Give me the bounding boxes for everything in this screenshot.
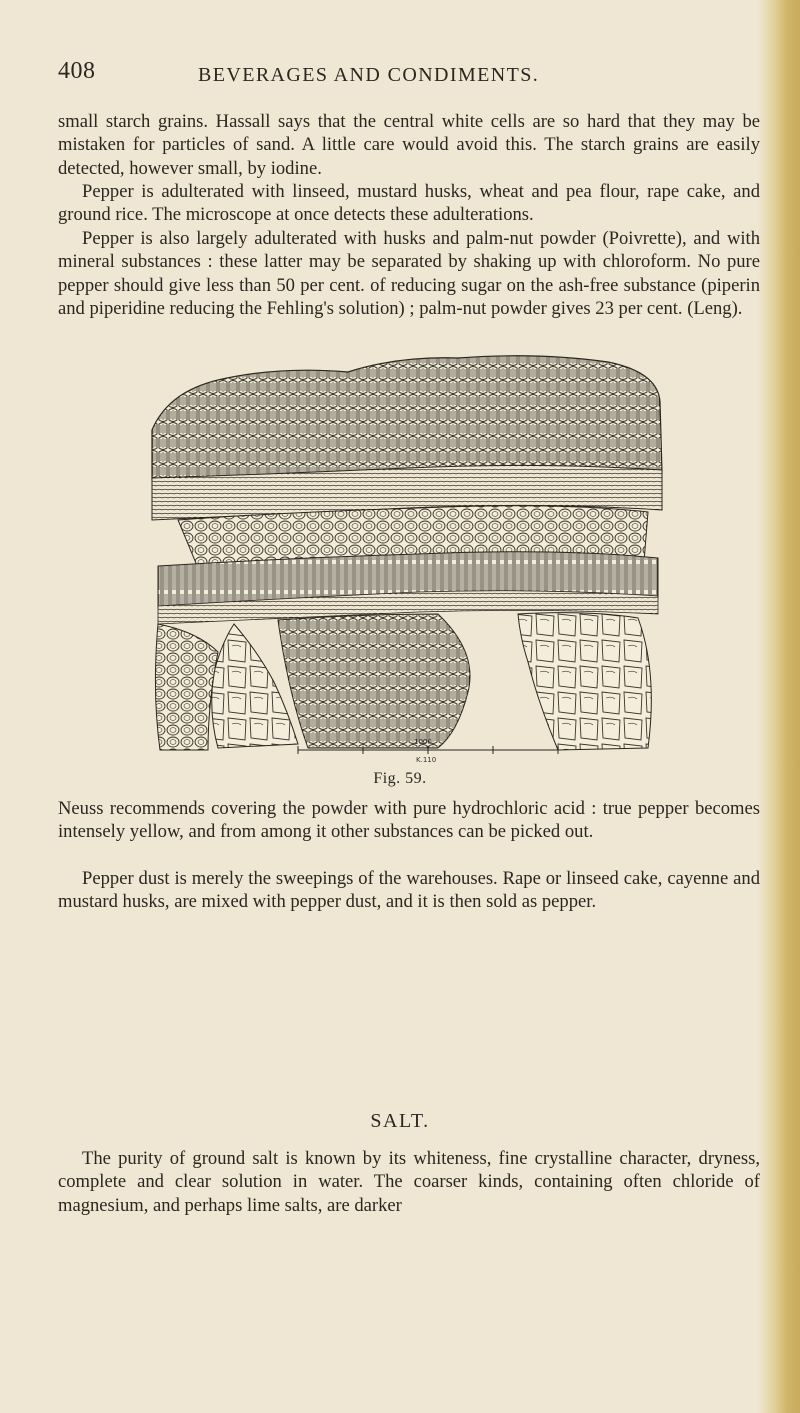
paragraph-salt: The purity of ground salt is known by its whiteness, fine crystalline character, dryness, complete and clear solution in water. The coarser kinds, containing often chloride of magnesium, and perhaps lime salts, are darker [58,1148,760,1216]
page-header [58,58,758,92]
paragraph-neuss: Neuss recommends covering the powder with pure hydrochloric acid : true pepper becomes intensely yellow, and from among it other substances can be picked out. [58,798,760,843]
page-edge [758,0,800,1413]
paragraph-starch: small starch grains. Hassall says that the central white cells are so hard that they may be mistaken for particles of sand. A little care would avoid this. The starch grains are easily detected, however small, by iodine. [58,111,760,179]
central-mass-cells [278,614,470,748]
section-title-salt: SALT. [370,1110,430,1132]
page-number: 408 [58,58,96,84]
scale-label-top: 1000 [414,738,432,746]
scale-label-bottom: K.110 [416,756,437,764]
paragraph-adulteration: Pepper is adulterated with linseed, mustard husks, wheat and pea flour, rape cake, and ground rice. The microscope at once detects these adulterations. [58,181,760,226]
figure-pepper-section [138,352,666,764]
paragraph-palm-nut: Pepper is also largely adulterated with husks and palm-nut powder (Poivrette), and with mineral substances : these latter may be separated by shaking up with chloroform. No pure pepper should give less than 50 per cent. of reducing sugar on the ash-free substance (piperin and piperidine reducing the Fehling's solution) ; palm-nut powder gives 23 per cent. (Leng). [58,228,760,320]
running-head: BEVERAGES AND CONDIMENTS. [198,64,540,86]
microscope-illustration [138,352,666,764]
figure-caption: Fig. 59. [373,770,427,787]
paragraph-pepper-dust: Pepper dust is merely the sweepings of the warehouses. Rape or linseed cake, cayenne and mustard husks, are mixed with pepper dust, and it is then sold as pepper. [58,868,760,913]
